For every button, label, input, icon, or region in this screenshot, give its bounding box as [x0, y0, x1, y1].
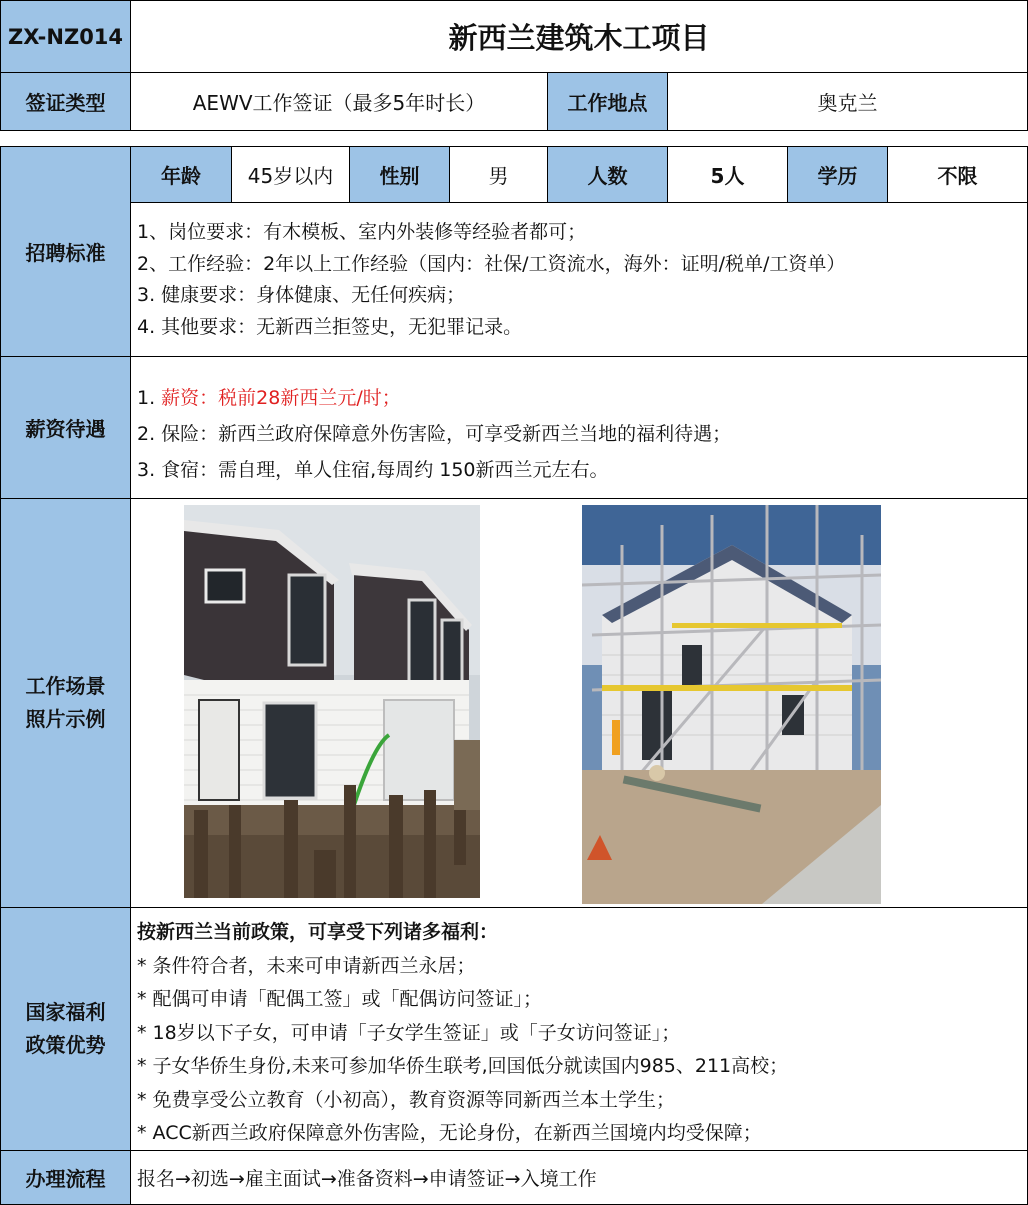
welfare-label-line-1: 国家福利 — [25, 1000, 106, 1024]
house-photo-image — [184, 505, 480, 898]
welfare-item: * ACC新西兰政府保障意外伤害险，无论身份，在新西兰国境内均受保障； — [137, 1122, 762, 1144]
recruit-section-label — [0, 146, 131, 357]
visa-type-label — [0, 72, 131, 131]
work-location-value — [667, 72, 1028, 131]
process-section-label — [0, 1150, 131, 1205]
welfare-item: * 免费享受公立教育（小初高），教育资源等同新西兰本土学生； — [137, 1088, 676, 1111]
gender-value-text: 男 — [488, 164, 509, 188]
welfare-item: * 18岁以下子女，可申请「子女学生签证」或「子女访问签证」； — [137, 1021, 681, 1044]
project-code-text: ZX-NZ014 — [7, 24, 124, 49]
salary-line-pay — [137, 380, 1021, 416]
scaffold-photo — [582, 505, 881, 904]
headcount-value-text: 5人 — [710, 164, 745, 188]
education-label — [787, 146, 888, 203]
visa-type-label-text: 签证类型 — [25, 91, 106, 115]
photos-label-line-2: 照片示例 — [25, 707, 106, 731]
visa-type-value-text: AEWV工作签证（最多5年时长） — [192, 91, 486, 115]
welfare-section-label — [0, 907, 131, 1151]
scaffold-photo-image — [582, 505, 881, 904]
work-location-label — [547, 72, 668, 131]
salary-pay-text: 薪资：税前28新西兰元/时； — [161, 387, 401, 409]
recruit-section-label-text: 招聘标准 — [25, 241, 106, 265]
gender-value — [449, 146, 548, 203]
salary-pay-prefix: 1. — [137, 387, 162, 409]
education-value-text: 不限 — [937, 164, 978, 188]
headcount-label-text: 人数 — [587, 164, 628, 188]
age-label-text: 年龄 — [161, 164, 201, 188]
work-location-value-text: 奥克兰 — [817, 91, 878, 115]
salary-line-insurance: 2. 保险：新西兰政府保障意外伤害险，可享受新西兰当地的福利待遇； — [137, 423, 732, 445]
photos-section-label — [0, 498, 131, 908]
process-label-text: 办理流程 — [25, 1167, 106, 1191]
gender-label — [349, 146, 450, 203]
salary-line-lodging: 3. 食宿：需自理，单人住宿,每周约 150新西兰元左右。 — [137, 459, 609, 481]
page-title-text: 新西兰建筑木工项目 — [448, 21, 710, 55]
welfare-item: * 子女华侨生身份,未来可参加华侨生联考,回国低分就读国内985、211高校； — [137, 1055, 789, 1077]
requirement-item: 3. 健康要求：身体健康、无任何疾病； — [137, 284, 466, 306]
headcount-label — [547, 146, 668, 203]
welfare-label-line-2: 政策优势 — [25, 1033, 106, 1057]
education-label-text: 学历 — [817, 164, 858, 188]
welfare-heading: 按新西兰当前政策，可享受下列诸多福利： — [137, 921, 499, 943]
requirement-item: 2、工作经验：2年以上工作经验（国内：社保/工资流水，海外：证明/税单/工资单） — [137, 252, 846, 275]
requirement-item: 1、岗位要求：有木模板、室内外装修等经验者都可； — [137, 221, 587, 243]
salary-section-label — [0, 356, 131, 499]
visa-type-value — [130, 72, 548, 131]
requirements-list — [130, 202, 1028, 357]
page-title — [130, 0, 1028, 73]
work-location-label-text: 工作地点 — [567, 91, 648, 115]
age-value — [231, 146, 350, 203]
welfare-item: * 配偶可申请「配偶工签」或「配偶访问签证」； — [137, 988, 543, 1010]
education-value — [887, 146, 1028, 203]
headcount-value — [667, 146, 788, 203]
requirement-item: 4. 其他要求：无新西兰拒签史，无犯罪记录。 — [137, 315, 523, 338]
photos-label-line-1: 工作场景 — [25, 674, 106, 698]
welfare-item: * 条件符合者，未来可申请新西兰永居； — [137, 954, 476, 977]
salary-details — [130, 356, 1028, 499]
project-code — [0, 0, 131, 73]
age-label — [130, 146, 232, 203]
salary-section-label-text: 薪资待遇 — [25, 417, 106, 441]
process-steps-text: 报名→初选→雇主面试→准备资料→申请签证→入境工作 — [137, 1168, 597, 1190]
gender-label-text: 性别 — [379, 164, 420, 188]
welfare-details — [130, 907, 1028, 1151]
process-steps — [130, 1150, 1028, 1205]
age-value-text: 45岁以内 — [247, 164, 334, 188]
house-photo — [184, 505, 480, 898]
